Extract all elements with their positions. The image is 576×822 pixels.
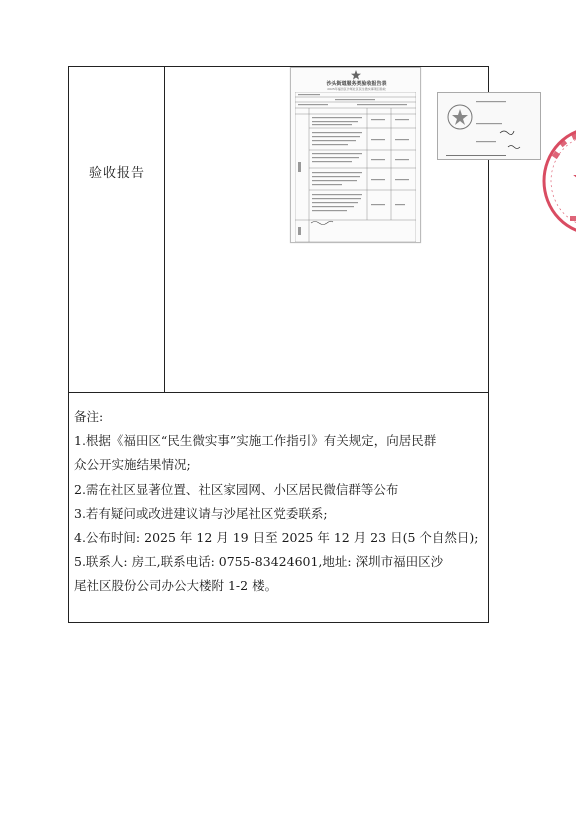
notes-heading: 备注: [74,409,104,424]
note-item-5-line-2: 尾社区股份公司办公大楼附 1-2 楼。 [74,578,278,594]
report-image-subtitle: 2025年福田区沙尾社区民生微实事项目验收 [327,87,386,91]
signature-slip-image [437,92,541,160]
note-item-1-line-2: 众公开实施结果情况; [74,457,191,473]
note-item-1-line-1: 1.根据《福田区“民生微实事”实施工作指引》有关规定，向居民群 [74,433,437,449]
notes-section [74,405,494,599]
label-cell [69,67,165,392]
official-seal-icon [540,124,576,239]
acceptance-report-row [69,67,488,393]
note-item-3: 3.若有疑问或改进建议请与沙尾社区党委联系; [74,505,328,521]
acceptance-report-image [290,67,421,243]
signature-slip-graphic [438,93,542,161]
acceptance-report-label: 验收报告 [88,166,145,181]
note-item-2: 2.需在社区显著位置、社区家园网、小区居民微信群等公布 [74,481,399,497]
report-form-grid [295,92,416,242]
attachment-cell [165,67,488,392]
note-item-4: 4.公布时间: 2025 年 12 月 19 日至 2025 年 12 月 23 日(5 个自然日); [74,530,479,546]
report-image-title: 沙头街道服务类验收报告表 [326,81,387,87]
party-emblem-icon [350,70,362,80]
note-item-5-line-1: 5.联系人: 房工,联系电话: 0755-83424601,地址: 深圳市福田区沙 [74,554,444,570]
